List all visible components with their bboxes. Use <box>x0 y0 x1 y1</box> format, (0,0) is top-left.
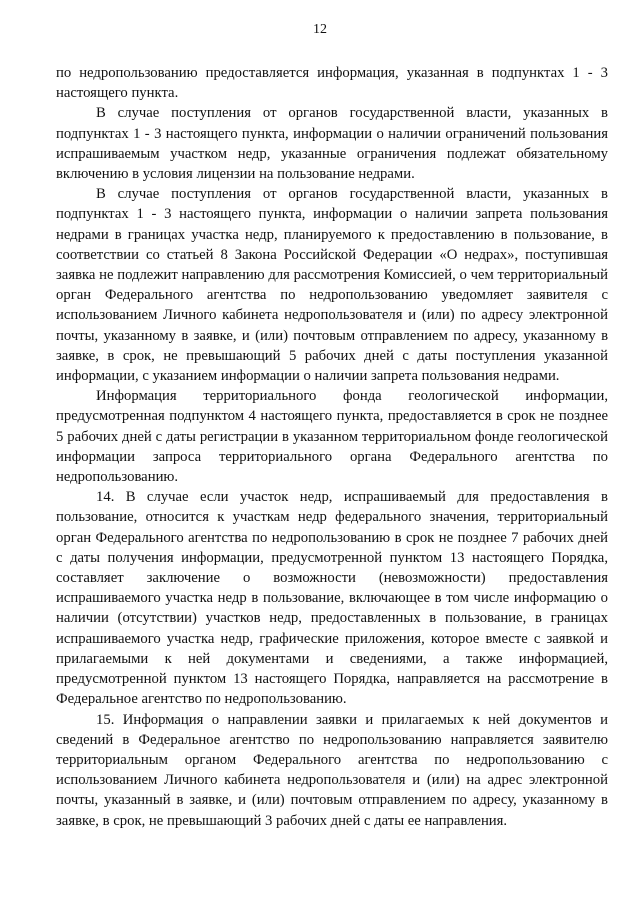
paragraph-restrictions: В случае поступления от органов государственной власти, указанных в подпунктах 1 - 3 настоящего пункта, информации о наличии ограничений пользования испрашиваемым участком недр, указанные ограничения подлежат обязательному включению в условия лицензии на пользование недрами. <box>56 105 608 183</box>
paragraph-item-14: 14. В случае если участок недр, испрашиваемый для предоставления в пользование, относится к участкам недр федерального значения, территориальный орган Федерального агентства по недропользованию в срок не позднее 7 рабочих дней с даты получения информации, предусмотренной пунктом 13 настоящего Порядка, составляет заключение о возможности (невозможности) предоставления испрашиваемого участка недр в пользование, включающее в том числе информацию о наличии (отсутствии) участков недр, предоставленных в пользование, в границах испрашиваемого участка недр, графические приложения, которое вместе с заявкой и прилагаемыми к ней документами и сведениями, а также информацией, предусмотренной пунктом 13 настоящего Порядка, направляется на рассмотрение в Федеральное агентство по недропользованию. <box>56 489 608 708</box>
paragraph-geological-fund: Информация территориального фонда геологической информации, предусмотренная подпунктом 4 настоящего пункта, предоставляется в срок не позднее 5 рабочих дней с даты регистрации в указанном территориальном фонде геологической информации запроса территориального органа Федерального агентства по недропользованию. <box>56 388 608 486</box>
page-number: 12 <box>313 22 327 37</box>
paragraph-item-15: 15. Информация о направлении заявки и прилагаемых к ней документов и сведений в Федеральное агентство по недропользованию направляется заявителю территориальным органом Федерального агентства по недропользованию с использованием Личного кабинета недропользователя и (или) на адрес электронной почты, указанный в заявке, и (или) почтовым отправлением по адресу, указанному в заявке, в срок, не превышающий 3 рабочих дней с даты ее направления. <box>56 711 608 829</box>
document-body <box>56 63 608 831</box>
paragraph-continuation: по недропользованию предоставляется информация, указанная в подпунктах 1 - 3 настоящего пункта. <box>56 65 608 102</box>
paragraph-prohibition: В случае поступления от органов государственной власти, указанных в подпунктах 1 - 3 настоящего пункта, информации о наличии запрета пользования недрами в границах участка недр, планируемого к предоставлению в пользование, в соответствии со статьей 8 Закона Российской Федерации «О недрах», поступившая заявка не подлежит направлению для рассмотрения Комиссией, о чем территориальный орган Федерального агентства по недропользованию уведомляет заявителя с использованием Личного кабинета недропользователя и (или) по адресу электронной почты, указанному в заявке, и (или) почтовым отправлением по адресу, указанному в заявке, в срок, не превышающий 5 рабочих дней с даты поступления указанной информации, с указанием информации о наличии запрета пользования недрами. <box>56 186 608 385</box>
